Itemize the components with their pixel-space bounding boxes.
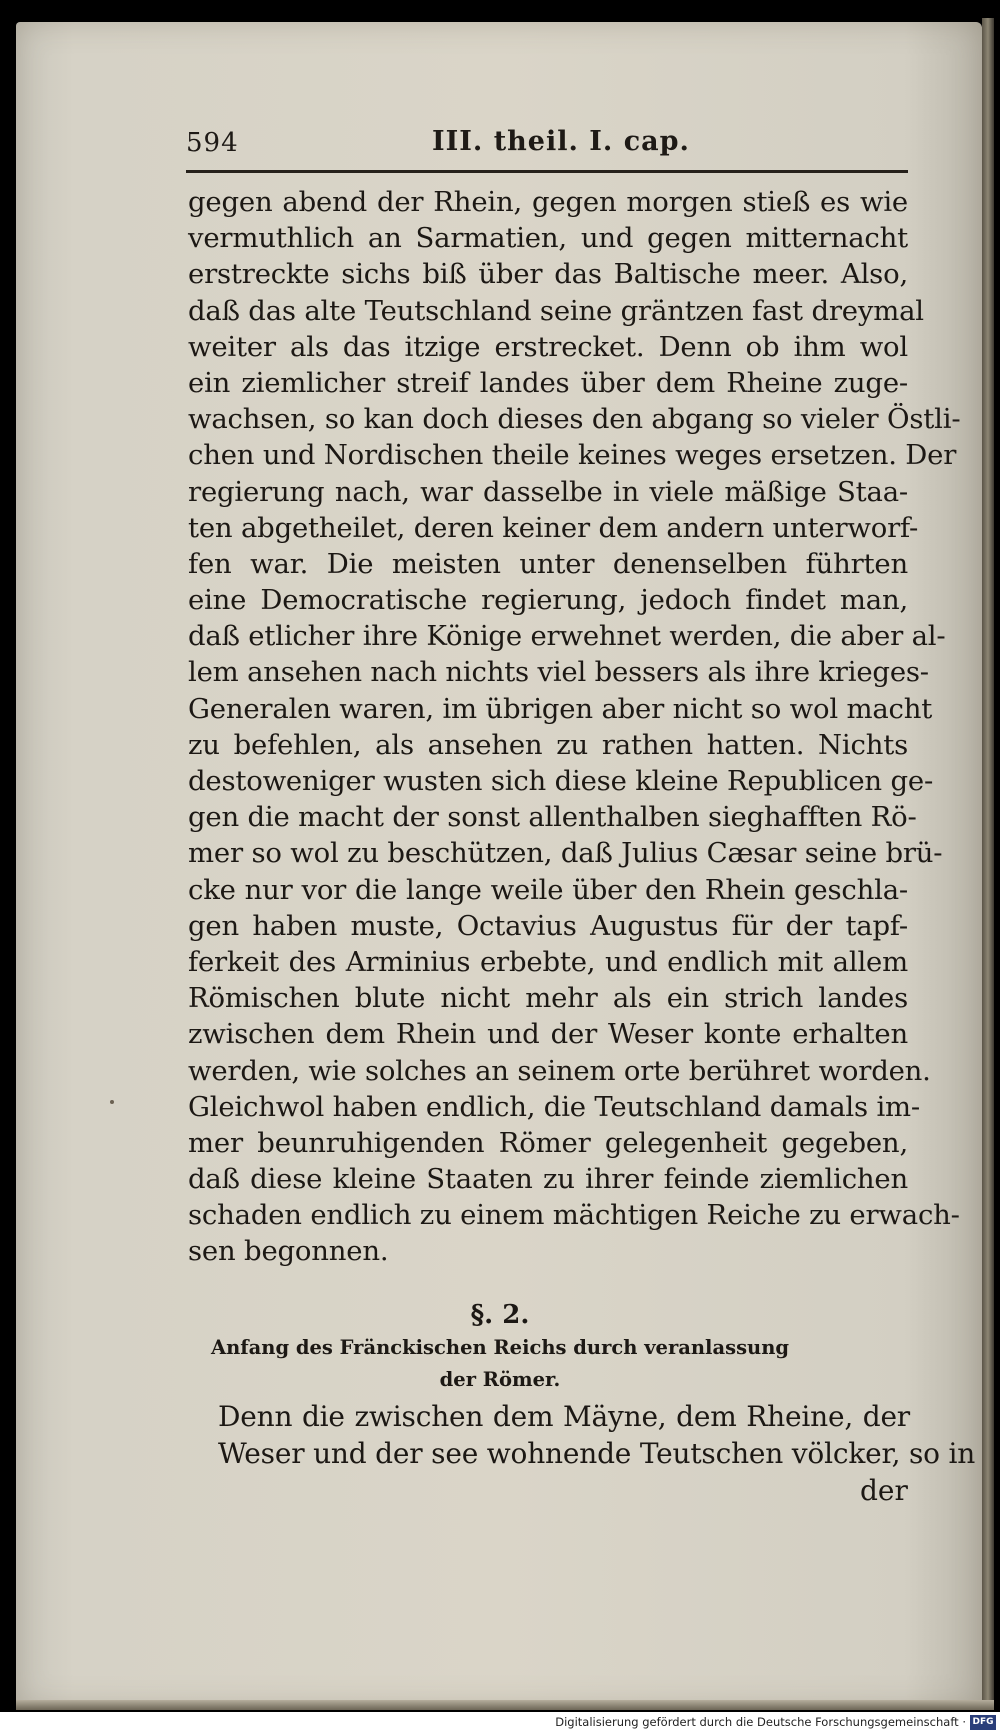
section-heading <box>0 1332 1000 1396</box>
page-edge-right <box>982 18 994 1708</box>
text-line: daß das alte Teutschland seine gräntzen fast dreymal <box>188 294 924 327</box>
text-line: ten abgetheilet, deren keiner dem andern unterworf- <box>188 511 919 544</box>
page-number: 594 <box>186 128 239 158</box>
text-line: daß etlicher ihre Könige erwehnet werden, die aber al- <box>188 620 946 653</box>
text-line: gen die macht der sonst allenthalben sieghafften Rö- <box>188 801 917 834</box>
text-line: Gleichwol haben endlich, die Teutschland damals im- <box>188 1090 921 1123</box>
text-line: Römischen blute nicht mehr als ein strich landes <box>188 982 908 1015</box>
text-line: gen haben muste, Octavius Augustus für der tapf- <box>188 909 908 942</box>
text-line: zwischen dem Rhein und der Weser konte erhalten <box>188 1018 908 1051</box>
head-rule <box>186 170 908 173</box>
text-line: destoweniger wusten sich diese kleine Republicen ge- <box>188 765 934 797</box>
dfg-logo: DFG <box>970 1715 996 1730</box>
text-line: schaden endlich zu einem mächtigen Reiche zu erwach- <box>188 1199 960 1232</box>
running-head <box>186 128 906 168</box>
paragraph-2 <box>218 1398 976 1472</box>
text-line: zu befehlen, als ansehen zu rathen hatten. Nichts <box>188 728 908 761</box>
footer-bar <box>0 1712 1000 1735</box>
text-line: Generalen waren, im übrigen aber nicht so wol macht <box>188 692 933 725</box>
text-line: weiter als das itzige erstrecket. Denn ob ihm wol <box>188 330 908 363</box>
running-title: III. theil. I. cap. <box>432 126 690 157</box>
section-heading-line: der Römer. <box>439 1368 561 1391</box>
text-line: mer beunruhigenden Römer gelegenheit gegeben, <box>188 1126 908 1159</box>
catchword: der <box>860 1474 908 1507</box>
section-number: §. 2. <box>470 1300 530 1330</box>
text-line: erstreckte sichs biß über das Baltische meer. Also, <box>188 258 908 291</box>
text-line: ein ziemlicher streif landes über dem Rheine zuge- <box>188 366 908 399</box>
page-edge-bottom <box>16 1700 994 1710</box>
text-line: ferkeit des Arminius erbebte, und endlich mit allem <box>188 945 908 978</box>
text-line: fen war. Die meisten unter denenselben führten <box>188 547 908 580</box>
text-line: werden, wie solches an seinem orte berühret worden. <box>188 1054 931 1087</box>
paper-speck <box>110 1100 114 1104</box>
text-line: cke nur vor die lange weile über den Rhein geschla- <box>188 873 908 906</box>
text-line: lem ansehen nach nichts viel bessers als ihre krieges- <box>188 656 929 689</box>
paragraph-1 <box>188 184 961 1270</box>
text-line: gegen abend der Rhein, gegen morgen stieß es wie <box>188 186 908 218</box>
text-line: mer so wol zu beschützen, daß Julius Cæsar seine brü- <box>188 837 943 870</box>
text-line: vermuthlich an Sarmatien, und gegen mitternacht <box>188 222 908 255</box>
text-line: Weser und der see wohnende Teutschen völcker, so in <box>218 1437 976 1470</box>
text-line: daß diese kleine Staaten zu ihrer feinde ziemlichen <box>188 1163 908 1196</box>
text-line: regierung nach, war dasselbe in viele mäßige Staa- <box>188 475 908 508</box>
section-heading-line: Anfang des Fränckischen Reichs durch veranlassung <box>210 1336 790 1359</box>
text-line: Denn die zwischen dem Mäyne, dem Rheine, der <box>218 1400 910 1433</box>
funding-notice: Digitalisierung gefördert durch die Deutsche Forschungsgemeinschaft · <box>555 1715 966 1729</box>
text-line: sen begonnen. <box>188 1235 389 1268</box>
text-line: chen und Nordischen theile keines weges ersetzen. Der <box>188 439 957 472</box>
text-line: wachsen, so kan doch dieses den abgang so vieler Östli- <box>188 403 961 436</box>
text-line: eine Democratische regierung, jedoch findet man, <box>188 584 908 617</box>
